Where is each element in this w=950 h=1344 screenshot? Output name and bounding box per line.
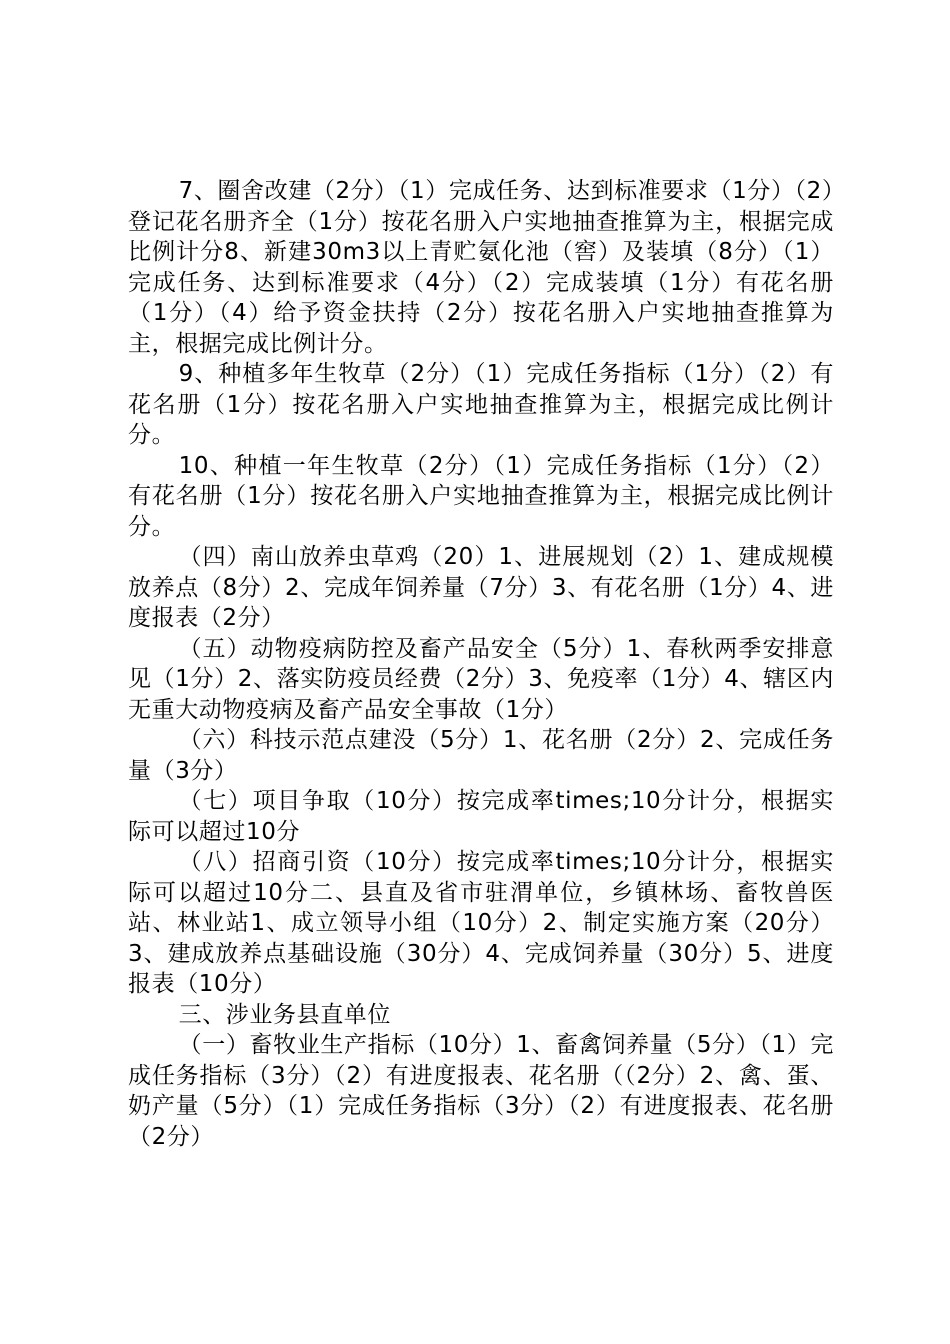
paragraph-7-8: 7、圈舍改建（2分）（1）完成任务、达到标准要求（1分）（2）登记花名册齐全（1分）按花名册入户实地抽查推算为主，根据完成比例计分8、新建30m3以上青贮氨化池（窖）及装填（8分）（1）完成任务、达到标准要求（4分）（2）完成装填（1分）有花名册（1分）（4）给予资金扶持（2分）按花名册入户实地抽查推算为主，根据完成比例计分。 [128,178,834,357]
paragraph-subsection-1: （一）畜牧业生产指标（10分）1、畜禽饲养量（5分）（1）完成任务指标（3分）（2）有进度报表、花名册（（2分）2、禽、蛋、奶产量（5分）（1）完成任务指标（3分）（2）有进度报表、花名册（2分） [128,1032,834,1150]
paragraph-10: 10、种植一年生牧草（2分）（1）完成任务指标（1分）（2）有花名册（1分）按花名册入户实地抽查推算为主，根据完成比例计分。 [128,452,834,540]
paragraph-section-7: （七）项目争取（10分）按完成率times;10分计分，根据实际可以超过10分 [128,788,834,845]
paragraph-section-4: （四）南山放养虫草鸡（20）1、进展规划（2）1、建成规模放养点（8分）2、完成年饲养量（7分）3、有花名册（1分）4、进度报表（2分） [128,544,834,631]
section-heading-3: 三、涉业务县直单位 [178,1001,391,1028]
paragraph-9: 9、种植多年生牧草（2分）（1）完成任务指标（1分）（2）有花名册（1分）按花名册入户实地抽查推算为主，根据完成比例计分。 [128,361,834,448]
paragraph-section-5: （五）动物疫病防控及畜产品安全（5分）1、春秋两季安排意见（1分）2、落实防疫员经费（2分）3、免疫率（1分）4、辖区内无重大动物疫病及畜产品安全事故（1分） [128,635,834,723]
paragraph-section-6: （六）科技示范点建没（5分）1、花名册（2分）2、完成任务量（3分） [128,727,834,784]
paragraph-section-8: （八）招商引资（10分）按完成率times;10分计分，根据实际可以超过10分二、县直及省市驻渭单位，乡镇林场、畜牧兽医站、林业站1、成立领导小组（10分）2、制定实施方案（20分）3、建成放养点基础设施（30分）4、完成饲养量（30分）5、进度报表（10分） [128,849,834,997]
document-body [128,176,834,1152]
